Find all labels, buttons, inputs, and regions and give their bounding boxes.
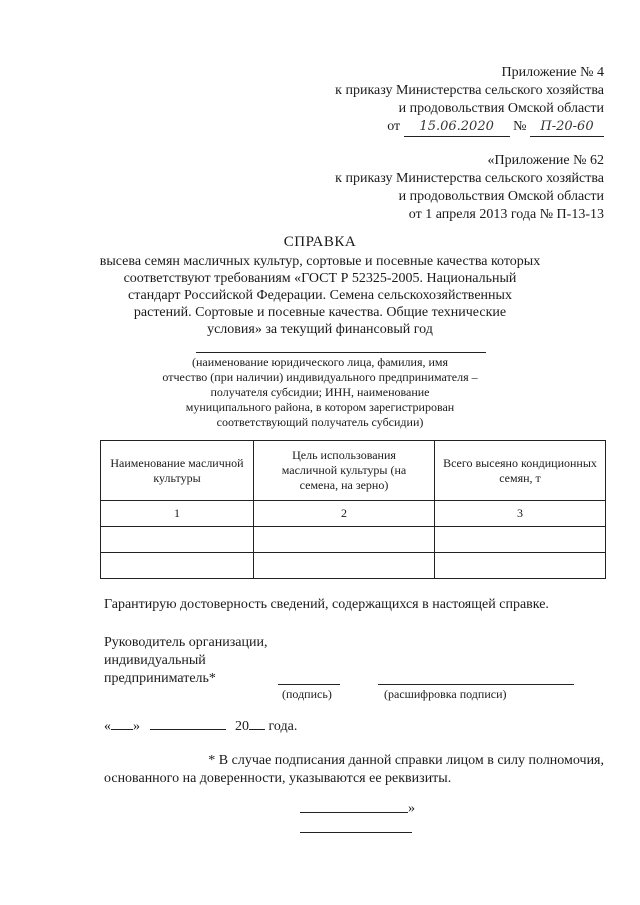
table-cell[interactable] xyxy=(254,553,435,579)
original-date-line: от 1 апреля 2013 года № П-13-13 xyxy=(408,207,604,222)
table-cell[interactable] xyxy=(435,553,606,579)
footnote-line-2: основанного на доверенности, указываются ее реквизиты. xyxy=(104,771,452,786)
recipient-field-line xyxy=(196,352,486,353)
signature-caption: (подпись) xyxy=(282,687,332,701)
signer-line-2: индивидуальный xyxy=(104,653,206,668)
guarantee-statement: Гарантирую достоверность сведений, содержащихся в настоящей справке. xyxy=(104,597,549,612)
column-number-1: 1 xyxy=(101,501,254,527)
original-appendix-number: «Приложение № 62 xyxy=(487,153,604,168)
table-cell[interactable] xyxy=(101,527,254,553)
recipient-caption-line-3: получателя субсидии; ИНН, наименование xyxy=(210,385,430,399)
footnote-line-1: * В случае подписания данной справки лицом в силу полномочия, xyxy=(208,753,604,768)
recipient-caption-line-2: отчество (при наличии) индивидуального предпринимателя – xyxy=(162,370,478,384)
subtitle-line-4: растений. Сортовые и посевные качества. Общие технические xyxy=(133,305,507,320)
year-suffix: года. xyxy=(268,719,298,734)
table-header-row xyxy=(101,441,606,501)
appendix-date-line xyxy=(335,118,604,137)
original-ministry-line: и продовольствия Омской области xyxy=(398,189,604,204)
column-number-2: 2 xyxy=(254,501,435,527)
year-prefix: 20 xyxy=(235,719,249,734)
appendix-order-line: к приказу Министерства сельского хозяйства xyxy=(335,83,604,98)
closing-line-1 xyxy=(300,812,408,813)
closing-line-2 xyxy=(300,832,412,833)
signer-line-1: Руководитель организации, xyxy=(104,635,268,650)
document-title: СПРАВКА xyxy=(283,234,357,250)
recipient-caption-line-5: соответствующий получатель субсидии) xyxy=(216,415,424,429)
header-total-sown: Всего высеяно кондиционных семян, т xyxy=(435,441,606,501)
appendix-ministry-line: и продовольствия Омской области xyxy=(398,101,604,116)
subtitle-line-2: соответствуют требованиям «ГОСТ Р 52325-2005. Национальный xyxy=(123,271,517,286)
date-open-quote: « xyxy=(104,719,111,734)
recipient-caption xyxy=(0,355,640,430)
recipient-caption-line-1: (наименование юридического лица, фамилия, имя xyxy=(192,355,448,369)
footnote xyxy=(104,752,604,788)
appendix-header xyxy=(335,64,604,137)
signature-decode-field-line[interactable] xyxy=(378,684,574,685)
table-row xyxy=(101,553,606,579)
month-field[interactable] xyxy=(150,729,226,730)
subtitle-line-3: стандарт Российской Федерации. Семена сельскохозяйственных xyxy=(128,288,512,303)
table-number-row xyxy=(101,501,606,527)
document-subtitle xyxy=(0,253,640,338)
original-appendix-header xyxy=(335,152,604,224)
signature-decode-caption: (расшифровка подписи) xyxy=(384,687,507,701)
original-order-line: к приказу Министерства сельского хозяйства xyxy=(335,171,604,186)
recipient-caption-line-4: муниципального района, в котором зарегистрирован xyxy=(185,400,455,414)
header-crop-name: Наименование масличной культуры xyxy=(101,441,254,501)
subtitle-line-5: условия» за текущий финансовый год xyxy=(207,322,433,337)
signature-field-line[interactable] xyxy=(278,684,340,685)
signer-block xyxy=(104,634,267,688)
column-number-3: 3 xyxy=(435,501,606,527)
handwritten-number: П-20-60 xyxy=(530,118,604,137)
subtitle-line-1: высева семян масличных культур, сортовые и посевные качества которых xyxy=(99,254,541,269)
date-line xyxy=(104,718,297,736)
table-cell[interactable] xyxy=(101,553,254,579)
appendix-number: Приложение № 4 xyxy=(501,65,604,80)
year-field[interactable] xyxy=(249,729,265,730)
header-usage-purpose: Цель использования масличной культуры (на семена, на зерно) xyxy=(254,441,435,501)
from-label: от xyxy=(387,119,401,134)
handwritten-date: 15.06.2020 xyxy=(404,118,510,137)
date-close-quote: » xyxy=(133,719,140,734)
number-label: № xyxy=(513,119,527,134)
closing-quote: » xyxy=(408,801,415,816)
table-row xyxy=(101,527,606,553)
day-field[interactable] xyxy=(111,729,133,730)
table-cell[interactable] xyxy=(254,527,435,553)
sowing-table xyxy=(100,440,606,579)
signer-line-3: предприниматель* xyxy=(104,671,216,686)
table-cell[interactable] xyxy=(435,527,606,553)
